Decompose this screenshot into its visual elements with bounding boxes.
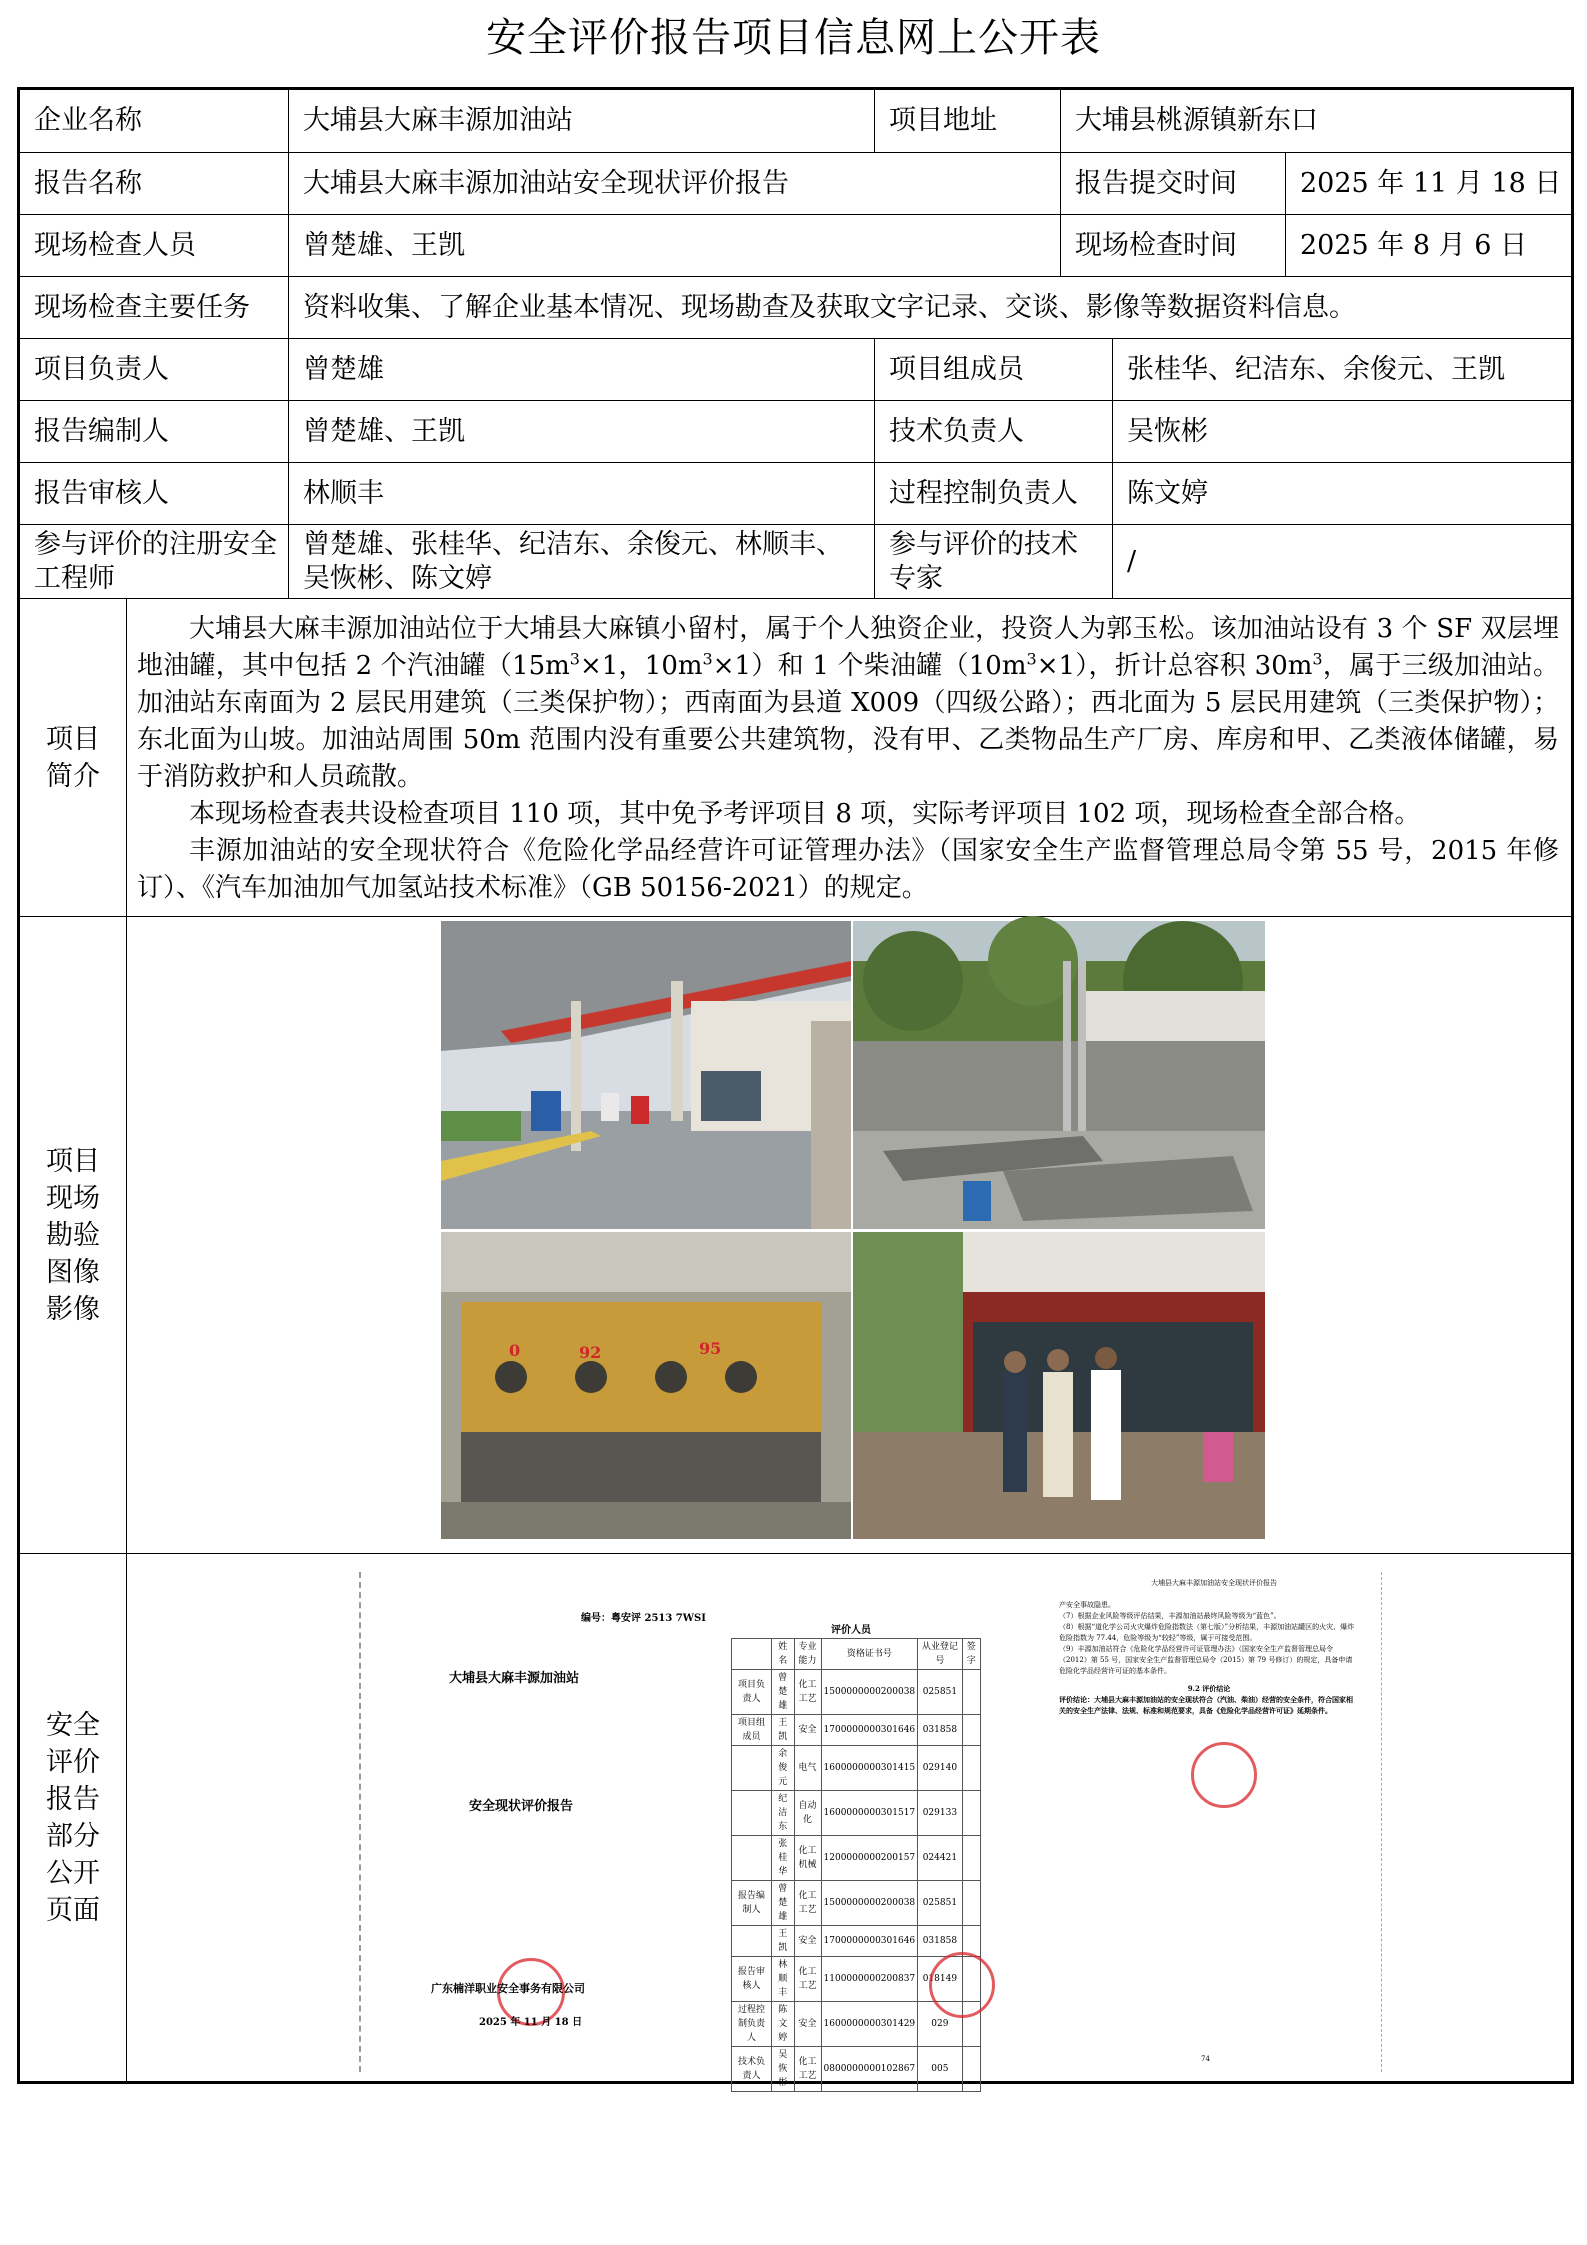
info-table <box>17 87 1574 2088</box>
pump-label-0: 0 <box>509 1341 521 1360</box>
value-tech-experts: / <box>1112 524 1571 598</box>
label-report-pages: 安全评价报告部分公开页面 <box>46 1709 100 1926</box>
photo-station-forecourt <box>441 921 851 1229</box>
label-intro: 项目简介 <box>46 723 100 792</box>
value-members: 张桂华、纪洁东、余俊元、王凯 <box>1112 338 1571 400</box>
cover-number: 编号：粤安评 2513 7WSI <box>581 1613 706 1624</box>
label-submit-time: 报告提交时间 <box>1060 152 1285 214</box>
page-number: 74 <box>1201 2055 1210 2063</box>
intro-text <box>126 598 1571 916</box>
row-leader <box>20 338 1571 400</box>
label-project-address: 项目地址 <box>874 90 1060 152</box>
personnel-heading: 评价人员 <box>831 1625 871 1636</box>
label-reviewer: 报告审核人 <box>20 462 288 524</box>
row-intro <box>20 598 1571 916</box>
row-company <box>20 90 1571 152</box>
intro-paragraph-3: 丰源加油站的安全现状符合《危险化学品经营许可证管理办法》（国家安全生产监督管理总局令第 55 号，2015 年修订）、《汽车加油加气加氢站技术标准》（GB 50156-2021）的规定。 <box>137 836 1559 903</box>
cover-org: 广东楠洋职业安全事务有限公司 <box>431 1982 585 1995</box>
pump-label-95: 95 <box>699 1339 722 1358</box>
signature-seal <box>929 1952 995 2018</box>
photo-tank-area <box>853 921 1265 1229</box>
value-process-control: 陈文婷 <box>1112 462 1571 524</box>
table-row: 过程控制负责人 陈文婷 安全 1600000000301429 029 <box>732 2002 981 2047</box>
label-inspectors: 现场检查人员 <box>20 214 288 276</box>
table-row: 技术负责人 吴恢彬 化工工艺 0800000000102867 005 <box>732 2047 981 2092</box>
pump-label-92: 92 <box>579 1343 602 1362</box>
table-row: 张桂华 化工机械 1200000000200157 024421 <box>732 1836 981 1881</box>
row-report-name <box>20 152 1571 214</box>
label-photos: 项目现场勘验图像影像 <box>46 1145 100 1325</box>
label-company: 企业名称 <box>34 105 142 136</box>
cover-title: 安全现状评价报告 <box>469 1799 574 1814</box>
table-row: 余俊元 电气 1600000000301415 029140 <box>732 1746 981 1791</box>
value-leader: 曾楚雄 <box>288 338 874 400</box>
conclusion-body: 产安全事故隐患。 （7）根据企业风险等级评估结果，丰源加油站最终风险等级为“蓝色”。 （8）根据“道化学公司火灾爆炸危险指数法（第七版）”分析结果，丰源加油站罐区的火灾、爆炸危险指数为 77.44，危险等级为“较轻”等级，属于可接受范围。 （9）丰源加油站符合《危险化学品经营许可证管理办法》（国家安全生产监督管理总局令（2012）第 55 号，国家安全生产监督管理总局令（2015）第 79 号修订）的规定，具备申请危险化学品经营许可证的基本条件。 9.2 评价结论 评价结论：大埔县大麻丰源加油站的安全现状符合（汽油、柴油）经营的安全条件，符合国家相关的安全生产法律、法规、标准和规范要求，具备《危险化学品经营许可证》延期条件。 <box>1059 1601 1355 1715</box>
value-inspect-time: 2025 年 8 月 6 日 <box>1285 214 1571 276</box>
value-engineers: 曾楚雄、张桂华、纪洁东、余俊元、林顺丰、吴恢彬、陈文婷 <box>288 524 874 598</box>
conclusion-header: 大埔县大麻丰源加油站安全现状评价报告 <box>1151 1579 1277 1587</box>
row-photos <box>20 916 1571 1553</box>
table-row: 纪洁东 自动化 1600000000301517 029133 <box>732 1791 981 1836</box>
table-row: 报告审核人 林顺丰 化工工艺 1100000000200837 018149 <box>732 1957 981 2002</box>
intro-paragraph-1: 大埔县大麻丰源加油站位于大埔县大麻镇小留村，属于个人独资企业，投资人为郭玉松。该加油站设有 3 个 SF 双层埋地油罐，其中包括 2 个汽油罐（$15m^3\times 1$，$10m^3\times 1$）和 1 个柴油罐$(10m^3\times 1)$，折计总容积 $30m^3$，属于三级加油站。加油站东南面为 2 层民用建筑（三类保护物）；西南面为县道 X009（四级公路）；西北面为 5 层民用建筑（三类保护物）；东北面为山坡。加油站周围 50m 范围内没有重要公共建筑物，没有甲、乙类物品生产厂房、库房和甲、乙类液体储罐，易于消防救护和人员疏散。 <box>137 614 1559 792</box>
table-row: 报告编制人 曾楚雄 化工工艺 1500000000200038 025851 <box>732 1881 981 1926</box>
table-row: 王 凯 安全 1700000000301646 031858 <box>732 1926 981 1957</box>
row-main-task <box>20 276 1571 338</box>
label-engineers: 参与评价的注册安全工程师 <box>20 524 288 598</box>
table-row: 项目负责人 曾楚雄 化工工艺 1500000000200038 025851 <box>732 1670 981 1715</box>
cover-company: 大埔县大麻丰源加油站 <box>449 1671 580 1686</box>
photos-cell <box>126 916 1571 1553</box>
table-row: 姓名 专业能力 资格证书号 从业登记号 签字 <box>732 1639 981 1670</box>
personnel-table <box>731 1638 981 2092</box>
value-main-task: 资料收集、了解企业基本情况、现场勘查及获取文字记录、交谈、影像等数据资料信息。 <box>288 276 1571 338</box>
page-title: 安全评价报告项目信息网上公开表 <box>486 15 1101 61</box>
row-inspectors <box>20 214 1571 276</box>
label-main-task: 现场检查主要任务 <box>20 276 288 338</box>
report-personnel-page <box>719 1572 997 2088</box>
label-process-control: 过程控制负责人 <box>874 462 1112 524</box>
value-inspectors: 曾楚雄、王凯 <box>288 214 1060 276</box>
cover-date: 2025 年 11 月 18 日 <box>479 2017 583 2028</box>
value-report-name: 大埔县大麻丰源加油站安全现状评价报告 <box>288 152 1060 214</box>
row-reviewer <box>20 462 1571 524</box>
row-report-pages <box>20 1553 1571 2088</box>
label-report-name: 报告名称 <box>20 152 288 214</box>
value-tech-lead: 吴恢彬 <box>1112 400 1571 462</box>
row-compiler <box>20 400 1571 462</box>
photo-staff-entrance <box>853 1232 1265 1539</box>
table-row: 项目组成员 王 凯 安全 1700000000301646 031858 <box>732 1715 981 1746</box>
row-engineers <box>20 524 1571 598</box>
conclusion-seal <box>1191 1742 1257 1808</box>
report-pages-cell <box>126 1553 1571 2088</box>
label-inspect-time: 现场检查时间 <box>1060 214 1285 276</box>
report-conclusion-page <box>1051 1572 1391 2072</box>
value-submit-time: 2025 年 11 月 18 日 <box>1285 152 1571 214</box>
value-reviewer: 林顺丰 <box>288 462 874 524</box>
value-company: 大埔县大麻丰源加油站 <box>288 90 874 152</box>
photo-pump-sump <box>441 1232 851 1539</box>
report-cover-page <box>349 1572 719 2072</box>
label-compiler: 报告编制人 <box>20 400 288 462</box>
value-project-address: 大埔县桃源镇新东口 <box>1060 90 1571 152</box>
label-leader: 项目负责人 <box>20 338 288 400</box>
label-tech-lead: 技术负责人 <box>874 400 1112 462</box>
value-compiler: 曾楚雄、王凯 <box>288 400 874 462</box>
label-members: 项目组成员 <box>874 338 1112 400</box>
intro-paragraph-2: 本现场检查表共设检查项目 110 项，其中免予考评项目 8 项，实际考评项目 102 项，现场检查全部合格。 <box>189 799 1421 829</box>
label-tech-experts: 参与评价的技术专家 <box>874 524 1112 598</box>
